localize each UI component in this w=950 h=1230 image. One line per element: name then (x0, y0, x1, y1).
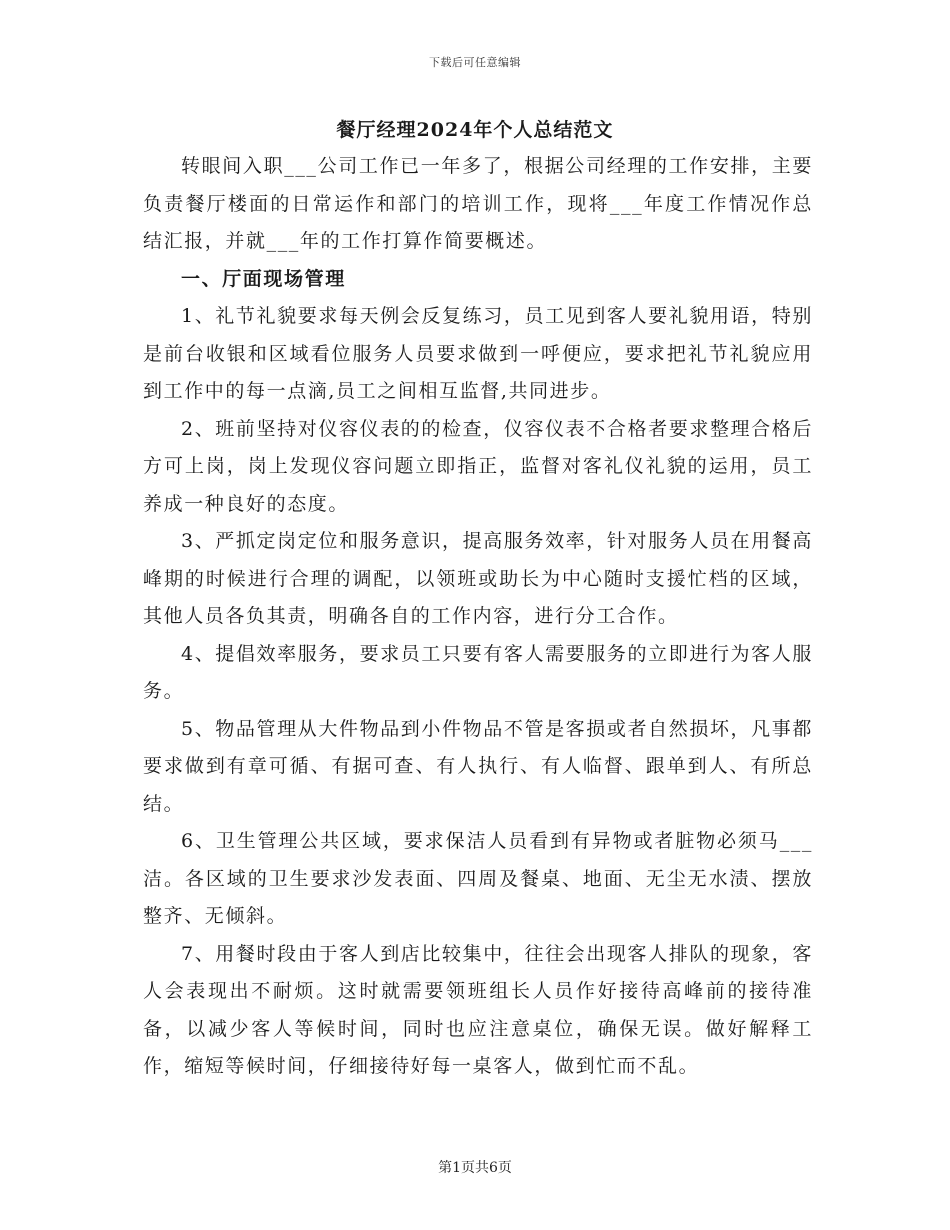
paragraph-item: 1、礼节礼貌要求每天例会反复练习，员工见到客人要礼貌用语，特别是前台收银和区域看位服务人员要求做到一呼便应，要求把礼节礼貌应用到工作中的每一点滴,员工之间相互监督,共同进步。 (143, 305, 813, 402)
intro-paragraph: 转眼间入职___公司工作已一年多了，根据公司经理的工作安排，主要负责餐厅楼面的日常运作和部门的培训工作，现将___年度工作情况作总结汇报，并就___年的工作打算作简要概述。 (143, 155, 813, 252)
paragraph-item: 4、提倡效率服务，要求员工只要有客人需要服务的立即进行为客人服务。 (143, 642, 813, 702)
header-note: 下载后可任意编辑 (429, 56, 521, 69)
section-heading: 一、厅面现场管理 (181, 267, 346, 290)
paragraph-item: 6、卫生管理公共区域，要求保洁人员看到有异物或者脏物必须马___洁。各区域的卫生要求沙发表面、四周及餐桌、地面、无尘无水渍、摆放整齐、无倾斜。 (143, 830, 813, 927)
paragraph-item: 2、班前坚持对仪容仪表的的检查，仪容仪表不合格者要求整理合格后方可上岗，岗上发现仪容问题立即指正，监督对客礼仪礼貌的运用，员工养成一种良好的态度。 (143, 417, 813, 515)
paragraph-item: 7、用餐时段由于客人到店比较集中，往往会出现客人排队的现象，客人会表现出不耐烦。这时就需要领班组长人员作好接待高峰前的接待准备，以减少客人等候时间，同时也应注意桌位，确保无误。做好解释工作，缩短等候时间，仔细接待好每一桌客人，做到忙而不乱。 (143, 942, 813, 1077)
page-footer: 第1页共6页 (438, 1160, 512, 1176)
paragraph-item: 5、物品管理从大件物品到小件物品不管是客损或者自然损坏，凡事都要求做到有章可循、有据可查、有人执行、有人临督、跟单到人、有所总结。 (143, 717, 813, 815)
document-title: 餐厅经理2024年个人总结范文 (336, 119, 614, 141)
document-body (143, 148, 813, 1086)
paragraph-item: 3、严抓定岗定位和服务意识，提高服务效率，针对服务人员在用餐高峰期的时候进行合理的调配，以领班或助长为中心随时支援忙档的区域，其他人员各负其责，明确各自的工作内容，进行分工合作。 (143, 530, 813, 627)
